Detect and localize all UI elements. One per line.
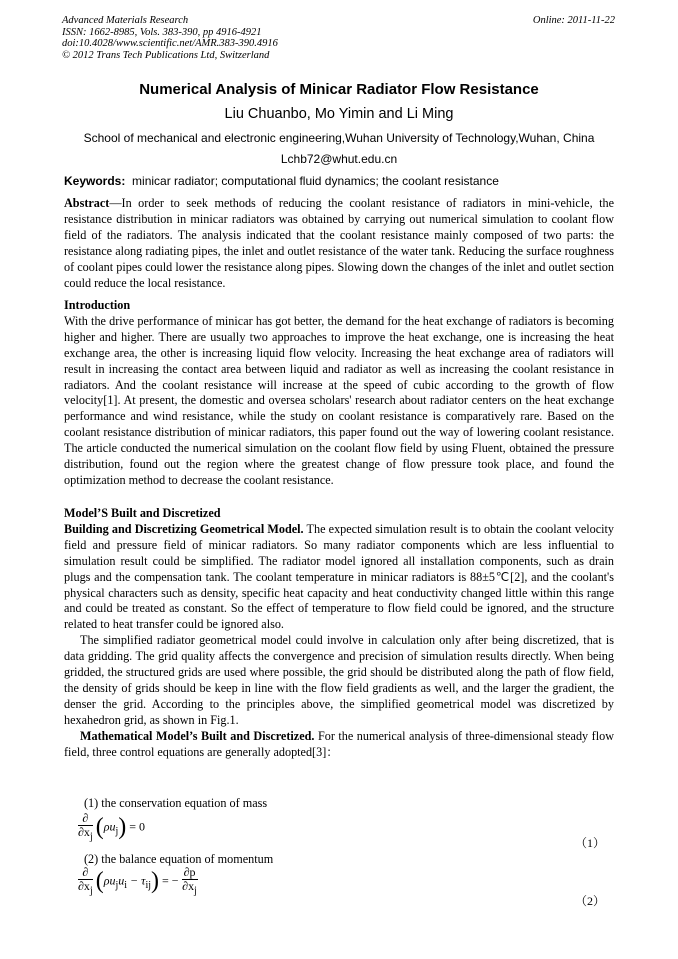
keywords xyxy=(64,174,614,188)
equation-1-label: (1) the conservation equation of mass xyxy=(84,796,268,810)
eq2-sub-i: i xyxy=(124,879,128,891)
eq2-sub-ij: ij xyxy=(145,879,152,891)
paper-title: Numerical Analysis of Minicar Radiator Flow Resistance xyxy=(139,81,539,98)
keywords-text: minicar radiator; computational fluid dynamics; the coolant resistance xyxy=(132,174,499,188)
math-subheading: Mathematical Model’s Built and Discretized. xyxy=(80,728,315,743)
introduction-heading: Introduction xyxy=(64,298,131,312)
abstract-text: —In order to seek methods of reducing the coolant resistance of radiators in mini-vehicle, the resistance distribution in minicar radiators was obtained by carrying out numerical simulation to coolant flow field of the radiators. The analysis indicated that the coolant resistance mainly composed of two parts: the resistance along radiating pipes, the inlet and outlet resistance of the water tank. Reducing the surface roughness of coolant pipes could lower the resistance along pipes. Slowing down the changes of the inlet and outlet section could reduce the local resistance. xyxy=(64,196,614,290)
affiliation: School of mechanical and electronic engineering,Wuhan University of Technology,Wuhan, China xyxy=(83,131,595,145)
math-text: For the numerical analysis of three-dimensional steady flow field, three control equations are generally adopted[3]： xyxy=(64,728,615,759)
grid-paragraph: The simplified radiator geometrical model could involve in calculation only after being discretized, that is data gridding. The grid quality affects the convergence and precision of simulation results directly. When being gridded, the structured grids are used where possible, the grid should be distributed along the path of flow field, the density of grids should be keep in line with the flow field gradients as well, and the larger the gradient, the denser the grid. According to the principles above, the simplified geometrical model was discretized by hexahedron grid, as shown in Fig.1. xyxy=(64,633,614,727)
abstract-label: Abstract xyxy=(64,196,110,210)
abstract-block xyxy=(64,196,614,291)
journal-header xyxy=(62,15,615,61)
online-date: Online: 2011-11-22 xyxy=(532,15,615,26)
eq2-rho-u: ρu xyxy=(103,873,116,888)
eq2-sub-j3: j xyxy=(194,885,197,897)
eq2-tau: − τ xyxy=(127,873,146,888)
introduction-block xyxy=(64,298,614,489)
author-list: Liu Chuanbo, Mo Yimin and Li Ming xyxy=(224,106,454,122)
equation-2-label: (2) the balance equation of momentum xyxy=(84,852,274,866)
eq2-sub-j: j xyxy=(89,885,93,897)
copyright-line: © 2012 Trans Tech Publications Ltd, Switzerland xyxy=(62,49,270,61)
keywords-label: Keywords: xyxy=(64,174,126,188)
equation-2: $\frac{\partial}{\partial x_j}$ $(\rho u_ju_i - \tau_{ij})$ = − $\frac{\partial p}{\partial x_j}$ xyxy=(78,865,197,897)
journal-name: Advanced Materials Research xyxy=(62,15,189,26)
equation-1-number: （1） xyxy=(575,836,606,850)
model-heading: Model’S Built and Discretized xyxy=(64,506,221,520)
equation-2-number: （2） xyxy=(575,894,606,908)
eq1-rho-u: ρu xyxy=(103,819,116,834)
eq1-dx: ∂x xyxy=(78,825,90,839)
introduction-text: With the drive performance of minicar has got better, the demand for the heat exchange of radiators is becoming higher and higher. There are usually two approaches to improve the heat exchange, one is increasing the heat exchange area, the other is increasing liquid flow velocity. Increasing the heat exchange area of radiators will result in increasing the contact area between liquid and radiator as well as increasing the coolant resistance in radiators. And the coolant resistance will increase at the speed of cubic according to the growth of flow velocity[1]. At present, the domestic and oversea scholars' research about radiator centers on the heat exchange performance and wind resistance, while the study on coolant resistance is comparatively rare. Based on the coolant resistance distribution of minicar radiators, this paper found out the way of lowering coolant resistance. The article conducted the numerical simulation on the coolant flow field by using Fluent, obtained the pressure distribution, found out the region where the greatest change of flow pressure took place, and found the optimization method to decrease the coolant resistance. xyxy=(64,313,614,487)
eq1-sub-j2: j xyxy=(115,825,119,837)
eq1-partial: ∂ xyxy=(78,812,93,826)
eq2-partial: ∂ xyxy=(78,866,93,880)
eq2-dp: ∂p xyxy=(183,865,196,879)
model-section xyxy=(64,506,614,761)
eq2-sub-j2: j xyxy=(115,879,119,891)
eq1-sub-j: j xyxy=(89,831,93,843)
eq2-u: u xyxy=(118,873,125,888)
eq2-rhs: = − xyxy=(162,873,179,888)
author-email: Lchb72@whut.edu.cn xyxy=(280,152,398,166)
eq1-rhs: = 0 xyxy=(129,819,146,834)
equation-1: $\frac{\partial}{\partial x_j}$ $(\rho u_j) = 0$ xyxy=(78,811,146,843)
doi-line: doi:10.4028/www.scientific.net/AMR.383-390.4916 xyxy=(62,38,278,50)
eq2-dx2: ∂x xyxy=(182,879,195,893)
issn-line: ISSN: 1662-8985, Vols. 383-390, pp 4916-4921 xyxy=(62,26,262,38)
geometry-subheading: Building and Discretizing Geometrical Model. xyxy=(64,521,304,536)
geometry-text: The expected simulation result is to obtain the coolant velocity field and pressure field of minicar radiators. So many radiator components which are less influential to simulation result could be simplified. The radiator model ignored all installation components, such as drain plugs and the compensation tank. The coolant temperature in minicar radiators is 88±5℃[2], and the coolant's physical characters such as density, specific heat capacity and heat conductivity changed little within this range and could be treated as constant. So the effect of temperature to flow field could be ignored, and the structure related to heat transfer could be ignored also. xyxy=(64,521,614,632)
eq2-dx: ∂x xyxy=(78,879,90,893)
